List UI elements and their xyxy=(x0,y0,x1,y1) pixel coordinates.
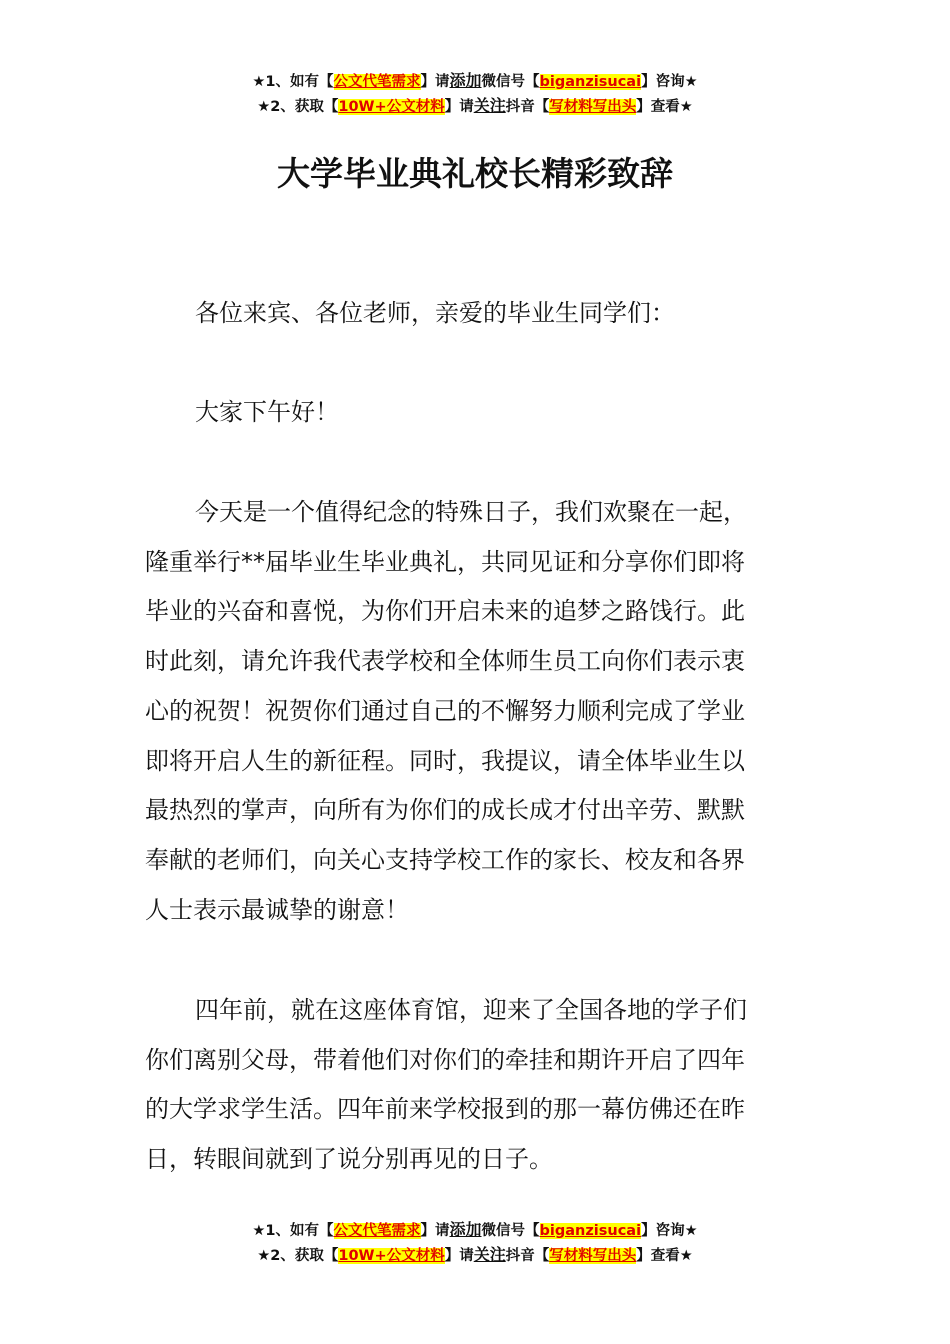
promo-line-1 xyxy=(0,69,950,94)
promo-underline: 关注 xyxy=(473,1245,506,1264)
promo-underline: 添加 xyxy=(449,71,482,90)
promo-text: ★2、获取【 xyxy=(257,1248,339,1264)
promo-highlight: 公文代笔需求 xyxy=(333,74,421,90)
text-line: 的大学求学生活。四年前来学校报到的那一幕仿佛还在昨 xyxy=(145,1095,745,1124)
promo-text: ★1、如有【 xyxy=(252,74,334,90)
promo-text: 】请 xyxy=(420,1223,450,1239)
promo-text: 微信号【 xyxy=(481,1223,540,1239)
promo-text: 】咨询★ xyxy=(641,74,698,90)
document-title: 大学毕业典礼校长精彩致辞 xyxy=(277,154,673,193)
text-line: 最热烈的掌声，向所有为你们的成长成才付出辛劳、默默 xyxy=(145,796,745,825)
text-line: 毕业的兴奋和喜悦，为你们开启未来的追梦之路饯行。此 xyxy=(145,597,745,626)
promo-text: 】请 xyxy=(444,1248,474,1264)
text-line: 心的祝贺！祝贺你们通过自己的不懈努力顺利完成了学业 xyxy=(145,696,745,725)
text-line: 四年前，就在这座体育馆，迎来了全国各地的学子们 xyxy=(195,996,747,1024)
promo-underline: 添加 xyxy=(449,1220,482,1239)
promo-highlight: biganzisucai xyxy=(539,1223,642,1239)
text-line: 你们离别父母，带着他们对你们的牵挂和期许开启了四年 xyxy=(145,1045,745,1074)
promo-line-1 xyxy=(0,1218,950,1243)
promo-text: 】咨询★ xyxy=(641,1223,698,1239)
promo-line-2 xyxy=(0,1243,950,1268)
promo-text: 抖音【 xyxy=(505,1248,550,1264)
text-line: 奉献的老师们，向关心支持学校工作的家长、校友和各界 xyxy=(145,845,745,874)
promo-highlight: 写材料写出头 xyxy=(549,1248,637,1264)
promo-text: ★1、如有【 xyxy=(252,1223,334,1239)
greeting: 各位来宾、各位老师，亲爱的毕业生同学们： xyxy=(195,299,675,327)
hello: 大家下午好！ xyxy=(195,398,339,426)
promo-highlight: 公文代笔需求 xyxy=(333,1223,421,1239)
promo-text: 微信号【 xyxy=(481,74,540,90)
promo-highlight: 10W+公文材料 xyxy=(338,99,445,115)
promo-highlight: biganzisucai xyxy=(539,74,642,90)
text-line: 日，转眼间就到了说分别再见的日子。 xyxy=(145,1145,553,1174)
promo-line-2 xyxy=(0,94,950,119)
text-line: 即将开启人生的新征程。同时，我提议，请全体毕业生以 xyxy=(145,746,745,775)
promo-text: 】请 xyxy=(420,74,450,90)
promo-highlight: 写材料写出头 xyxy=(549,99,637,115)
text-line: 人士表示最诚挚的谢意！ xyxy=(145,895,409,924)
promo-header xyxy=(0,69,950,119)
text-line: 今天是一个值得纪念的特殊日子，我们欢聚在一起， xyxy=(195,498,747,526)
text-line: 隆重举行**届毕业生毕业典礼，共同见证和分享你们即将 xyxy=(145,547,745,576)
text-line: 时此刻，请允许我代表学校和全体师生员工向你们表示衷 xyxy=(145,647,745,676)
promo-footer xyxy=(0,1218,950,1268)
promo-text: ★2、获取【 xyxy=(257,99,339,115)
promo-text: 】查看★ xyxy=(636,99,693,115)
promo-text: 抖音【 xyxy=(505,99,550,115)
promo-highlight: 10W+公文材料 xyxy=(338,1248,445,1264)
promo-text: 】查看★ xyxy=(636,1248,693,1264)
promo-text: 】请 xyxy=(444,99,474,115)
promo-underline: 关注 xyxy=(473,96,506,115)
